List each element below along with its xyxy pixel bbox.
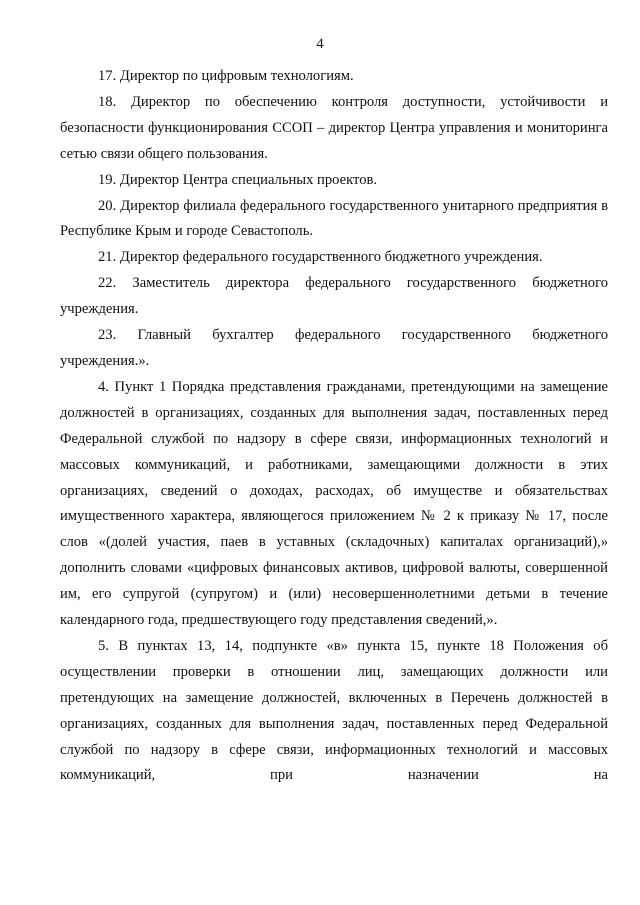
- paragraph-item-17: 17. Директор по цифровым технологиям.: [98, 68, 354, 84]
- paragraph-item-22: 22. Заместитель директора федерального государственного бюджетного учреждения.: [60, 275, 608, 318]
- paragraph-item-23: 23. Главный бухгалтер федерального государственного бюджетного учреждения.».: [60, 327, 608, 369]
- paragraph-item-20: 20. Директор филиала федерального государственного унитарного предприятия в Республике Крым и городе Севастополь.: [60, 197, 608, 240]
- paragraph-point-4: 4. Пункт 1 Порядка представления гражданами, претендующими на замещение должностей в организациях, созданных для выполнения задач, поставленных перед Федеральной службой по надзору в сфере связи, информационных технологий и массовых коммуникаций, и работниками, замещающими должности в этих организациях, сведений о доходах, расходах, об имуществе и обязательствах имущественного характера, являющегося приложением № 2 к приказу № 17, после слов «(долей участия, паев в уставных (складочных) капиталах организаций),» дополнить словами «цифровых финансовых активов, цифровой валюты, совершенной им, его супругой (супругом) и (или) несовершеннолетними детьми в течение календарного года, предшествующего году представления сведений,».: [60, 378, 608, 629]
- paragraph-item-18: 18. Директор по обеспечению контроля доступности, устойчивости и безопасности функционирования ССОП – директор Центра управления и мониторинга сетью связи общего пользования.: [60, 93, 608, 162]
- document-body: [60, 64, 608, 789]
- page-number: 4: [316, 36, 324, 52]
- paragraph-item-19: 19. Директор Центра специальных проектов.: [98, 171, 378, 188]
- paragraph-item-21: 21. Директор федерального государственного бюджетного учреждения.: [98, 249, 543, 266]
- paragraph-point-5: 5. В пунктах 13, 14, подпункте «в» пункта 15, пункте 18 Положения об осуществлении проверки в отношении лиц, замещающих должности или претендующих на замещение должностей, включенных в Перечень должностей в организациях, созданных для выполнения задач, поставленных перед Федеральной службой по надзору в сфере связи, информационных технологий и массовых коммуникаций, при назначении на: [60, 637, 608, 784]
